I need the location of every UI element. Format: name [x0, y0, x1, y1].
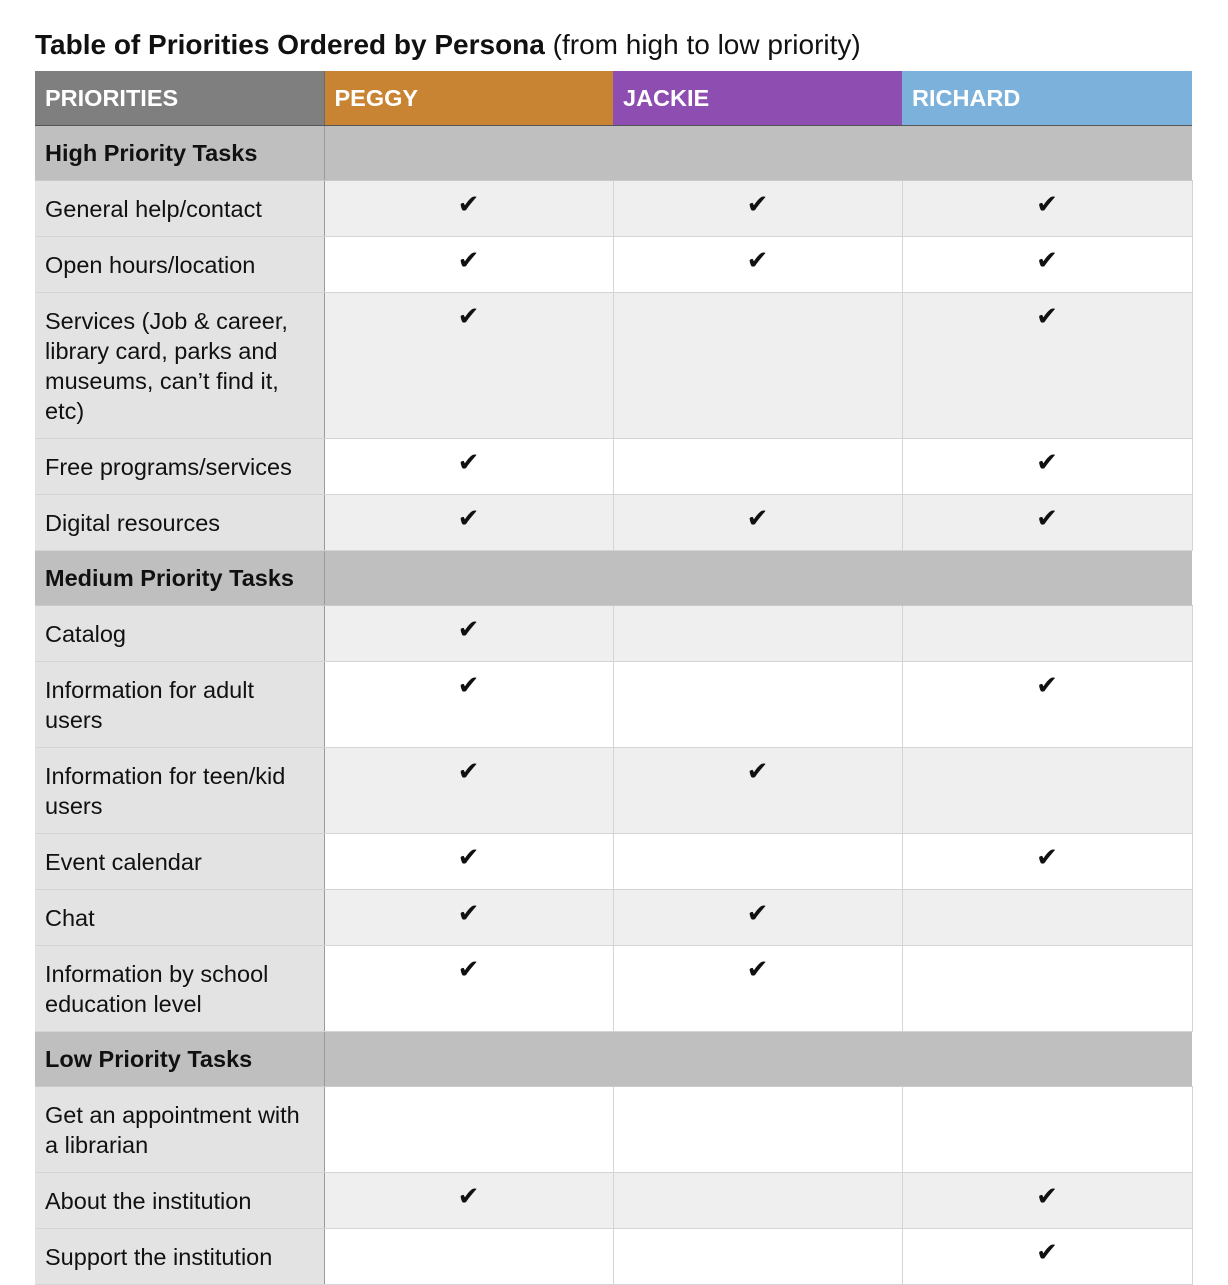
jackie-check-icon: ✔ — [613, 181, 902, 237]
peggy-check-icon: ✔ — [324, 237, 613, 293]
section-band — [324, 126, 1192, 181]
table-row — [35, 181, 1192, 237]
task-label: Open hours/location — [35, 237, 324, 293]
peggy-check-icon: ✔ — [324, 181, 613, 237]
header-richard: RICHARD — [902, 71, 1192, 126]
task-label: Chat — [35, 890, 324, 946]
section-label: Medium Priority Tasks — [35, 551, 324, 606]
section-row-medium — [35, 551, 1192, 606]
table-row — [35, 1229, 1192, 1285]
peggy-check-icon — [324, 1087, 613, 1173]
jackie-check-icon: ✔ — [613, 495, 902, 551]
peggy-check-icon: ✔ — [324, 495, 613, 551]
task-label: Information for adult users — [35, 662, 324, 748]
table-row — [35, 1173, 1192, 1229]
richard-check-icon — [902, 748, 1192, 834]
richard-check-icon: ✔ — [902, 237, 1192, 293]
table-row — [35, 237, 1192, 293]
priorities-table — [35, 71, 1193, 1285]
peggy-check-icon — [324, 1229, 613, 1285]
jackie-check-icon — [613, 439, 902, 495]
table-row — [35, 662, 1192, 748]
jackie-check-icon — [613, 606, 902, 662]
table-row — [35, 495, 1192, 551]
title-subtitle: (from high to low priority) — [544, 29, 861, 60]
table-row — [35, 748, 1192, 834]
jackie-check-icon — [613, 1173, 902, 1229]
task-label: Catalog — [35, 606, 324, 662]
section-label: Low Priority Tasks — [35, 1032, 324, 1087]
peggy-check-icon: ✔ — [324, 439, 613, 495]
jackie-check-icon: ✔ — [613, 946, 902, 1032]
jackie-check-icon — [613, 662, 902, 748]
richard-check-icon: ✔ — [902, 439, 1192, 495]
peggy-check-icon: ✔ — [324, 1173, 613, 1229]
header-peggy: PEGGY — [324, 71, 613, 126]
task-label: General help/contact — [35, 181, 324, 237]
task-label: Get an appointment with a librarian — [35, 1087, 324, 1173]
jackie-check-icon: ✔ — [613, 890, 902, 946]
task-label: About the institution — [35, 1173, 324, 1229]
peggy-check-icon: ✔ — [324, 890, 613, 946]
richard-check-icon — [902, 946, 1192, 1032]
section-row-high — [35, 126, 1192, 181]
table-row — [35, 606, 1192, 662]
header-jackie: JACKIE — [613, 71, 902, 126]
peggy-check-icon: ✔ — [324, 946, 613, 1032]
section-row-low — [35, 1032, 1192, 1087]
jackie-check-icon: ✔ — [613, 237, 902, 293]
task-label: Event calendar — [35, 834, 324, 890]
header-row — [35, 71, 1192, 126]
task-label: Information for teen/kid users — [35, 748, 324, 834]
richard-check-icon: ✔ — [902, 495, 1192, 551]
task-label: Support the institution — [35, 1229, 324, 1285]
task-label: Digital resources — [35, 495, 324, 551]
richard-check-icon: ✔ — [902, 1173, 1192, 1229]
peggy-check-icon: ✔ — [324, 748, 613, 834]
task-label: Services (Job & career, library card, parks and museums, can’t find it, etc) — [35, 293, 324, 439]
richard-check-icon: ✔ — [902, 662, 1192, 748]
table-row — [35, 834, 1192, 890]
richard-check-icon: ✔ — [902, 834, 1192, 890]
section-band — [324, 551, 1192, 606]
richard-check-icon: ✔ — [902, 293, 1192, 439]
table-row — [35, 439, 1192, 495]
jackie-check-icon — [613, 293, 902, 439]
richard-check-icon: ✔ — [902, 181, 1192, 237]
header-priorities: PRIORITIES — [35, 71, 324, 126]
table-row — [35, 293, 1192, 439]
jackie-check-icon — [613, 834, 902, 890]
richard-check-icon — [902, 606, 1192, 662]
richard-check-icon — [902, 1087, 1192, 1173]
peggy-check-icon: ✔ — [324, 293, 613, 439]
peggy-check-icon: ✔ — [324, 834, 613, 890]
table-row — [35, 946, 1192, 1032]
peggy-check-icon: ✔ — [324, 606, 613, 662]
richard-check-icon: ✔ — [902, 1229, 1192, 1285]
section-label: High Priority Tasks — [35, 126, 324, 181]
task-label: Free programs/services — [35, 439, 324, 495]
page-title — [35, 26, 861, 64]
title-main: Table of Priorities Ordered by Persona — [35, 29, 545, 60]
jackie-check-icon — [613, 1087, 902, 1173]
table-row — [35, 1087, 1192, 1173]
table-row — [35, 890, 1192, 946]
section-band — [324, 1032, 1192, 1087]
peggy-check-icon: ✔ — [324, 662, 613, 748]
richard-check-icon — [902, 890, 1192, 946]
jackie-check-icon — [613, 1229, 902, 1285]
jackie-check-icon: ✔ — [613, 748, 902, 834]
task-label: Information by school education level — [35, 946, 324, 1032]
